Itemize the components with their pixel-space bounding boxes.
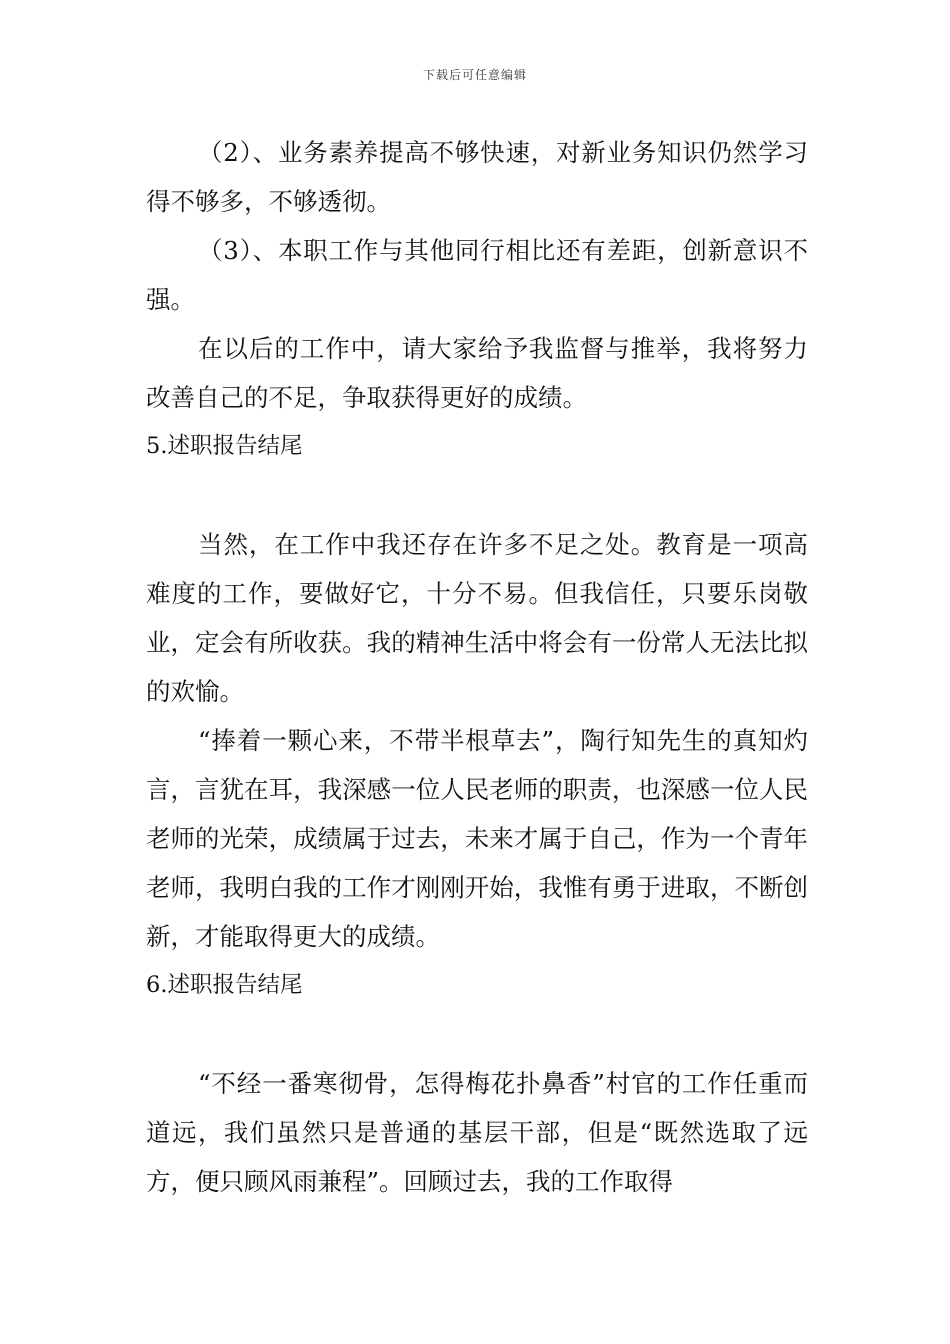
document-body (146, 128, 808, 1206)
paragraph-section5-2: “捧着一颗心来，不带半根草去”，陶行知先生的真知灼言，言犹在耳，我深感一位人民老师的职责，也深感一位人民老师的光荣，成绩属于过去，未来才属于自己，作为一个青年老师，我明白我的工作才刚刚开始，我惟有勇于进取，不断创新，才能取得更大的成绩。 (146, 726, 808, 951)
paragraph-section5-1: 当然，在工作中我还存在许多不足之处。教育是一项高难度的工作，要做好它，十分不易。但我信任，只要乐岗敬业，定会有所收获。我的精神生活中将会有一份常人无法比拟的欢愉。 (146, 530, 808, 706)
section-heading-6: 6.述职报告结尾 (146, 972, 303, 998)
paragraph-section6-1: “不经一番寒彻骨，怎得梅花扑鼻香”村官的工作任重而道远，我们虽然只是普通的基层干部，但是“既然选取了远方，便只顾风雨兼程”。回顾过去，我的工作取得 (146, 1069, 808, 1196)
blank-line (146, 471, 808, 520)
page-header: 下载后可任意编辑 (422, 68, 527, 82)
section-heading-5: 5.述职报告结尾 (146, 433, 303, 459)
paragraph-item-3: （3）、本职工作与其他同行相比还有差距，创新意识不强。 (146, 236, 808, 314)
paragraph-item-2: （2）、业务素养提高不够快速，对新业务知识仍然学习得不够多，不够透彻。 (146, 138, 808, 216)
blank-line (146, 1010, 808, 1059)
paragraph-closing-note: 在以后的工作中，请大家给予我监督与推举，我将努力改善自己的不足，争取获得更好的成绩。 (146, 334, 808, 412)
